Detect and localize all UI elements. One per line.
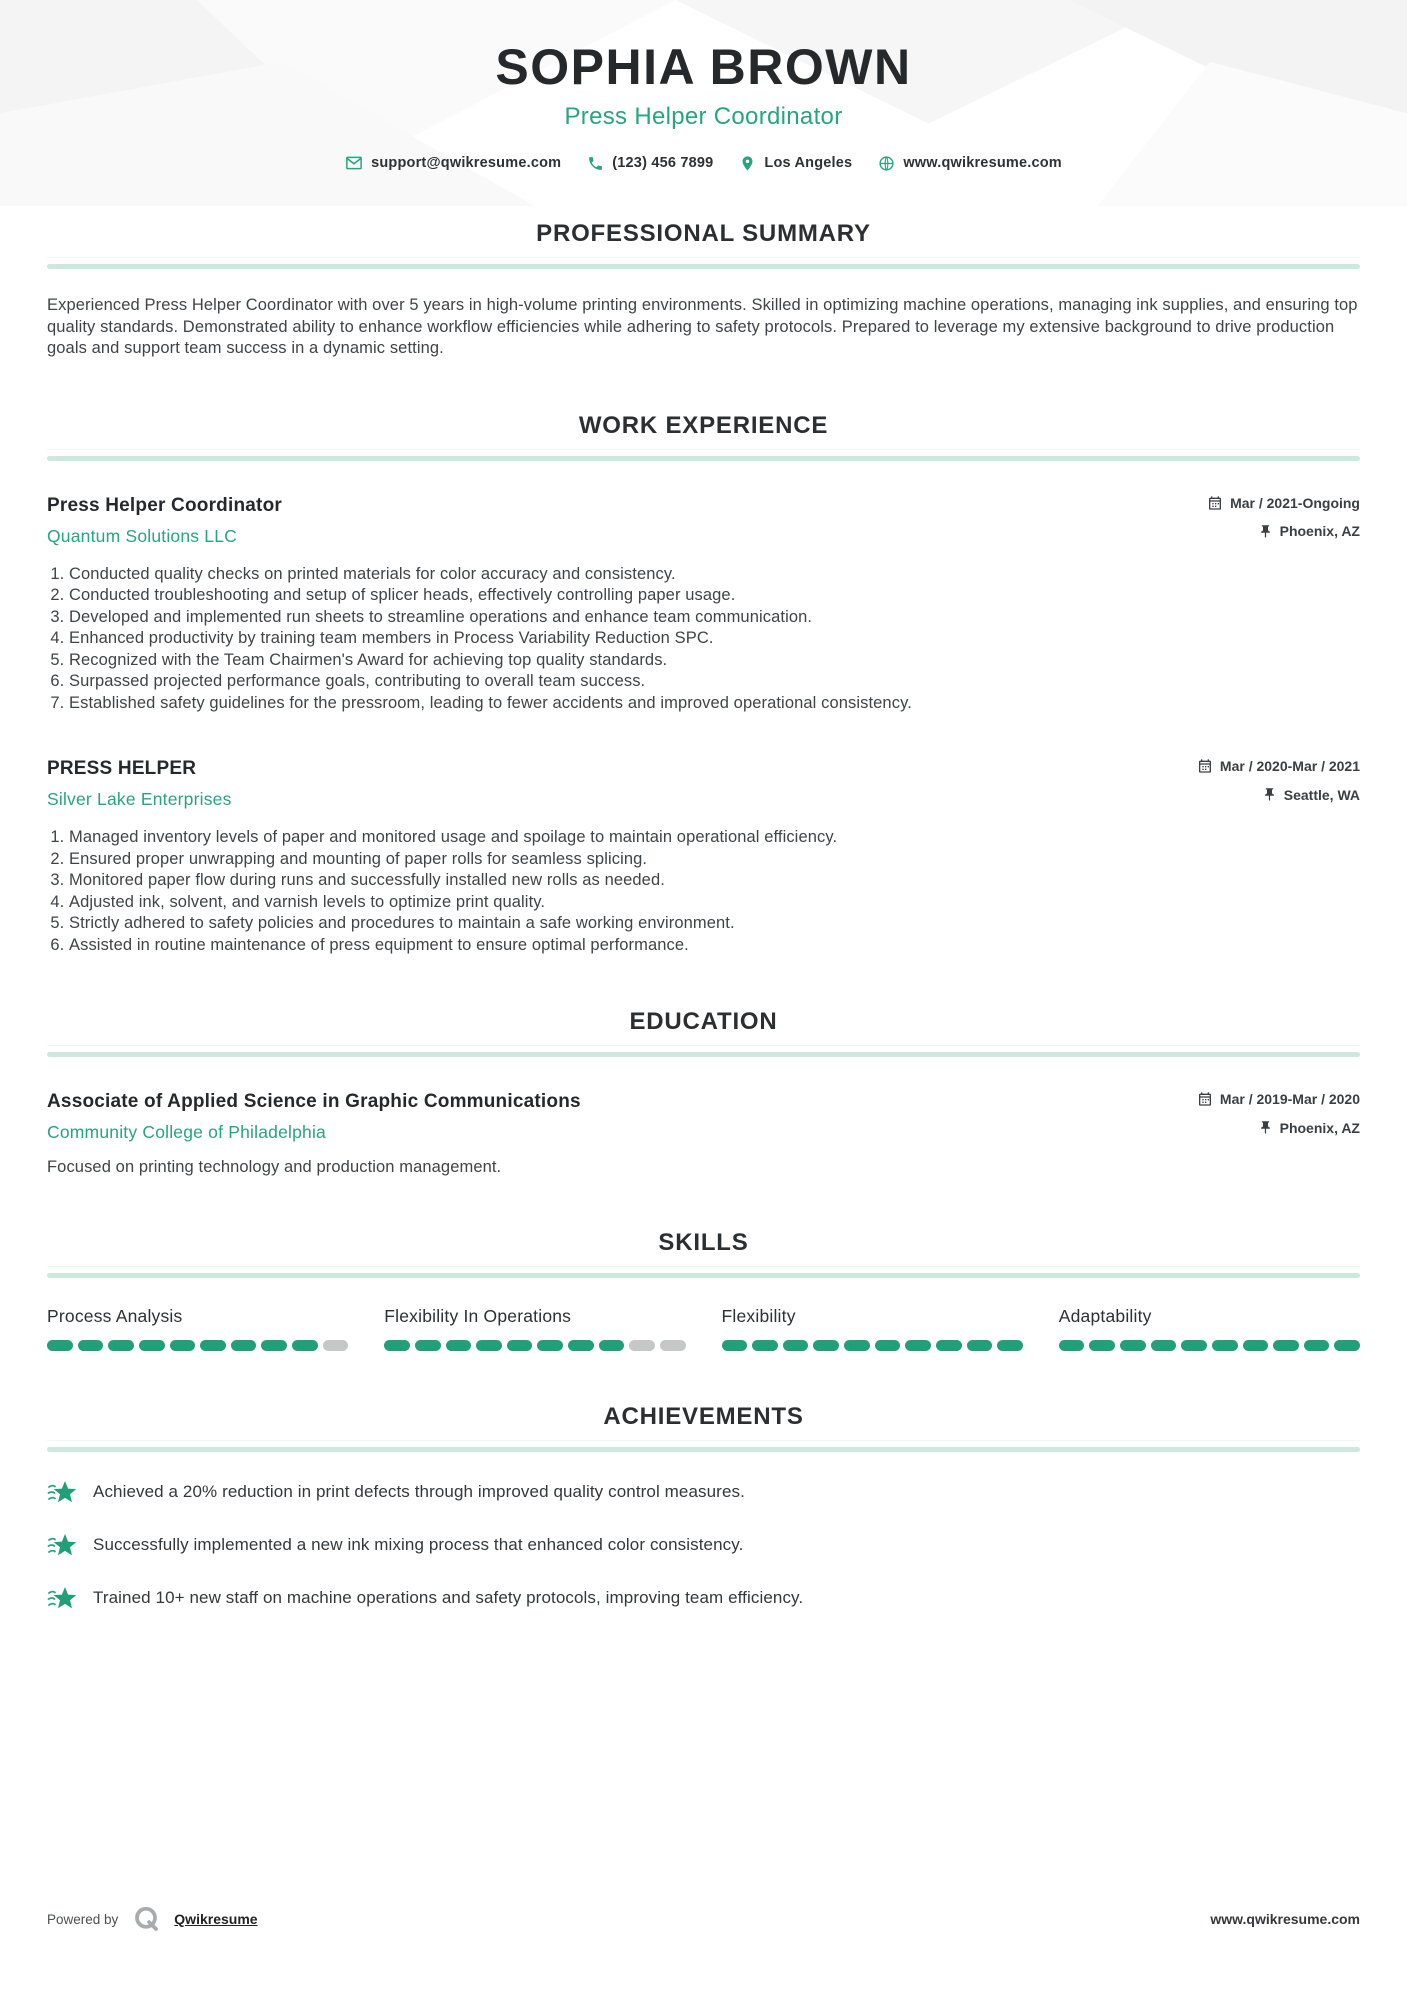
skill-bar-segment <box>384 1340 410 1351</box>
job-meta <box>1197 758 1360 802</box>
person-name: SOPHIA BROWN <box>495 39 912 95</box>
resume-body <box>0 220 1407 1611</box>
job-bullet: 5. Strictly adhered to safety policies and procedures to maintain a safe working environment. <box>69 913 1360 935</box>
job-meta <box>1207 495 1360 539</box>
skill-bar-segment <box>292 1340 318 1351</box>
section-divider <box>47 1447 1360 1452</box>
skills-heading: SKILLS <box>658 1229 749 1256</box>
skill-bar-segment <box>599 1340 625 1351</box>
achievement-item <box>47 1532 1360 1558</box>
job-bullet: 1. Managed inventory levels of paper and monitored usage and spoilage to maintain operational efficiency. <box>69 827 1360 849</box>
star-achievement-icon <box>47 1585 77 1611</box>
skill-bar-segment <box>1181 1340 1207 1351</box>
powered-by-text: Powered by <box>47 1911 119 1927</box>
job-company: Quantum Solutions LLC <box>47 525 238 546</box>
section-divider <box>47 456 1360 461</box>
skill-bar-segment <box>1120 1340 1146 1351</box>
education-dates: Mar / 2019-Mar / 2020 <box>1219 1091 1360 1107</box>
job-bullet: 1. Conducted quality checks on printed materials for color accuracy and consistency. <box>69 564 1360 586</box>
job-bullet: 6. Surpassed projected performance goals, contributing to overall team success. <box>69 671 1360 693</box>
job-title: PRESS HELPER <box>47 758 197 779</box>
skill-bar-segment <box>261 1340 287 1351</box>
skill-bar-segment <box>844 1340 870 1351</box>
contact-location-text: Los Angeles <box>764 155 853 171</box>
skill-bar-segment <box>722 1340 748 1351</box>
job-entry <box>47 758 1360 956</box>
skill-bar-segment <box>1273 1340 1299 1351</box>
skill-bar-segment <box>139 1340 165 1351</box>
job-bullet: 6. Assisted in routine maintenance of press equipment to ensure optimal performance. <box>69 935 1360 957</box>
job-bullet: 3. Developed and implemented run sheets to streamline operations and enhance team communication. <box>69 607 1360 629</box>
job-dates: Mar / 2021-Ongoing <box>1230 494 1360 511</box>
footer-website-text: www.qwikresume.com <box>1210 1911 1360 1927</box>
skill-bar <box>384 1340 685 1351</box>
contact-row <box>0 154 1407 172</box>
globe-icon <box>878 155 895 172</box>
education-entry <box>47 1091 1360 1177</box>
skill-bar <box>47 1340 348 1351</box>
powered-by <box>47 1904 258 1934</box>
section-divider <box>47 1052 1360 1057</box>
skill-bar-segment <box>752 1340 778 1351</box>
skill-label: Flexibility In Operations <box>384 1306 572 1326</box>
location-pin-icon <box>739 155 756 172</box>
skill-label: Flexibility <box>721 1306 796 1326</box>
achievement-text: Achieved a 20% reduction in print defects through improved quality control measures. <box>93 1482 745 1501</box>
section-professional-summary <box>47 220 1360 360</box>
section-divider <box>47 1273 1360 1278</box>
skill-item <box>47 1306 348 1351</box>
resume-footer <box>47 1904 1360 1934</box>
section-work-experience <box>47 412 1360 957</box>
education-location: Phoenix, AZ <box>1279 1119 1360 1136</box>
skill-bar-segment <box>446 1340 472 1351</box>
job-title: Press Helper Coordinator <box>47 494 282 516</box>
skill-bar-segment <box>200 1340 226 1351</box>
skill-item <box>1059 1306 1360 1351</box>
education-meta <box>1197 1091 1360 1135</box>
skill-bar-segment <box>1243 1340 1269 1351</box>
skill-bar-segment <box>905 1340 931 1351</box>
skill-bar <box>1059 1340 1360 1351</box>
education-heading: EDUCATION <box>629 1008 778 1035</box>
email-icon <box>345 154 363 172</box>
pushpin-icon <box>1262 787 1277 802</box>
achievements-heading: ACHIEVEMENTS <box>603 1403 804 1430</box>
job-bullet: 3. Monitored paper flow during runs and successfully installed new rolls as needed. <box>69 870 1360 892</box>
skill-bar-segment <box>660 1340 686 1351</box>
skill-bar-segment <box>47 1340 73 1351</box>
job-dates: Mar / 2020-Mar / 2021 <box>1219 758 1360 774</box>
skill-bar-segment <box>936 1340 962 1351</box>
calendar-icon <box>1197 1091 1213 1107</box>
contact-website <box>878 155 1062 172</box>
skill-bar-segment <box>476 1340 502 1351</box>
skill-bar-segment <box>1212 1340 1238 1351</box>
skill-bar-segment <box>507 1340 533 1351</box>
skill-bar-segment <box>967 1340 993 1351</box>
calendar-icon <box>1197 758 1213 774</box>
contact-email-text: support@qwikresume.com <box>371 155 562 171</box>
school-name: Community College of Philadelphia <box>47 1122 326 1142</box>
degree-title: Associate of Applied Science in Graphic Communications <box>47 1091 581 1112</box>
contact-website-text: www.qwikresume.com <box>903 155 1062 171</box>
work-heading: WORK EXPERIENCE <box>578 411 829 439</box>
contact-phone-text: (123) 456 7899 <box>612 155 714 171</box>
calendar-icon <box>1207 495 1223 511</box>
job-bullet: 2. Conducted troubleshooting and setup of splicer heads, effectively controlling paper usage. <box>69 585 1360 607</box>
section-skills <box>47 1229 1360 1351</box>
skill-bar-segment <box>108 1340 134 1351</box>
skill-bar-segment <box>875 1340 901 1351</box>
education-note: Focused on printing technology and production management. <box>47 1158 502 1176</box>
job-company: Silver Lake Enterprises <box>47 789 232 809</box>
skill-bar-segment <box>629 1340 655 1351</box>
skill-bar-segment <box>783 1340 809 1351</box>
skill-bar-segment <box>78 1340 104 1351</box>
contact-phone <box>587 155 713 172</box>
skill-bar-segment <box>323 1340 349 1351</box>
contact-location <box>739 155 852 172</box>
job-location: Seattle, WA <box>1283 786 1360 803</box>
job-location: Phoenix, AZ <box>1279 523 1360 539</box>
skill-bar-segment <box>1304 1340 1330 1351</box>
contact-email <box>345 154 561 172</box>
achievement-text: Trained 10+ new staff on machine operations and safety protocols, improving team efficiency. <box>93 1588 804 1607</box>
skill-item <box>384 1306 685 1351</box>
phone-icon <box>587 155 604 172</box>
star-achievement-icon <box>47 1532 77 1558</box>
skill-bar-segment <box>537 1340 563 1351</box>
job-bullet-list <box>47 564 1360 715</box>
job-bullet: 4. Enhanced productivity by training team members in Process Variability Reduction SPC. <box>69 628 1360 650</box>
achievement-item <box>47 1585 1360 1611</box>
qwikresume-logo-icon <box>131 1904 161 1934</box>
skill-label: Process Analysis <box>47 1306 183 1326</box>
qwikresume-link[interactable]: Qwikresume <box>174 1911 258 1927</box>
summary-heading: PROFESSIONAL SUMMARY <box>536 220 871 247</box>
pushpin-icon <box>1258 1120 1273 1135</box>
achievement-text: Successfully implemented a new ink mixing process that enhanced color consistency. <box>93 1535 744 1554</box>
pushpin-icon <box>1258 524 1273 539</box>
skill-bar <box>722 1340 1023 1351</box>
skill-bar-segment <box>813 1340 839 1351</box>
person-title: Press Helper Coordinator <box>564 103 843 130</box>
skill-bar-segment <box>231 1340 257 1351</box>
skills-grid <box>47 1306 1360 1351</box>
job-bullet: 2. Ensured proper unwrapping and mounting of paper rolls for seamless splicing. <box>69 849 1360 871</box>
skill-bar-segment <box>415 1340 441 1351</box>
section-achievements <box>47 1403 1360 1611</box>
skill-bar-segment <box>1089 1340 1115 1351</box>
section-divider <box>47 264 1360 269</box>
achievements-list <box>47 1479 1360 1611</box>
skill-bar-segment <box>1151 1340 1177 1351</box>
summary-text: Experienced Press Helper Coordinator with over 5 years in high-volume printing environments. Skilled in optimizing machine operations, managing ink supplies, and ensuring top quality standards. Demonstrated ability to enhance workflow efficiencies while adhering to safety protocols. Prepared to leverage my extensive background to drive production goals and support team success in a dynamic setting. <box>47 296 1358 357</box>
job-entry <box>47 495 1360 715</box>
star-achievement-icon <box>47 1479 77 1505</box>
skill-bar-segment <box>170 1340 196 1351</box>
job-bullet: 7. Established safety guidelines for the pressroom, leading to fewer accidents and improved operational consistency. <box>69 693 1360 715</box>
job-bullet-list <box>47 827 1360 956</box>
job-bullet: 5. Recognized with the Team Chairmen's Award for achieving top quality standards. <box>69 650 1360 672</box>
skill-item <box>722 1306 1023 1351</box>
skill-bar-segment <box>1334 1340 1360 1351</box>
section-education <box>47 1008 1360 1177</box>
job-bullet: 4. Adjusted ink, solvent, and varnish levels to optimize print quality. <box>69 892 1360 914</box>
skill-bar-segment <box>568 1340 594 1351</box>
skill-bar-segment <box>1059 1340 1085 1351</box>
achievement-item <box>47 1479 1360 1505</box>
resume-header <box>0 0 1407 206</box>
skill-label: Adaptability <box>1058 1306 1152 1326</box>
skill-bar-segment <box>997 1340 1023 1351</box>
